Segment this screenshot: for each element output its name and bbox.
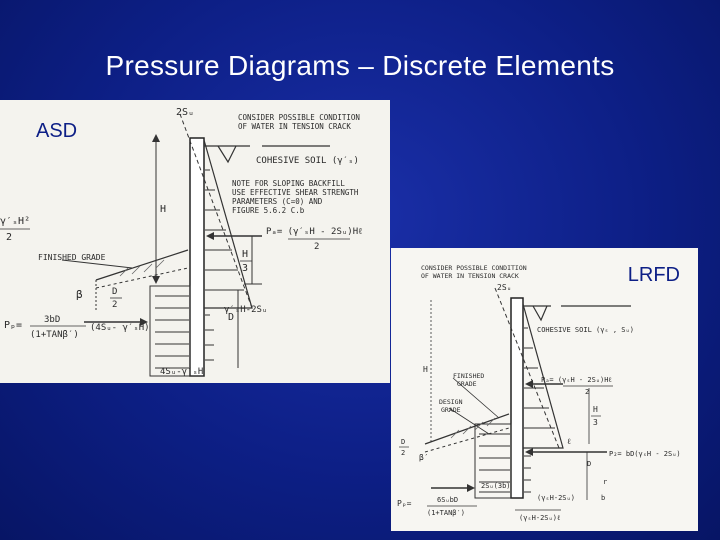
lrfd-2su-label: 2Sᵤ	[497, 283, 512, 292]
asd-pa-equation: Pₐ= (γ′ₛH - 2Sᵤ)Hℓ	[266, 227, 363, 237]
asd-pp-label: Pₚ=	[4, 320, 23, 331]
asd-h-label: H	[160, 204, 167, 215]
lrfd-ell-label: ℓ	[567, 437, 571, 446]
asd-base-right-label: γ′ₛH-2Sᵤ	[224, 305, 268, 315]
asd-bottom-label: 4Sᵤ-γ′ₛH	[160, 367, 204, 377]
asd-h3-num: H	[242, 249, 249, 260]
asd-h3-den: 3	[242, 263, 249, 274]
asd-note-line-1: NOTE FOR SLOPING BACKFILL	[232, 179, 345, 188]
asd-pp-den: (1+TANβ′)	[30, 330, 79, 340]
lrfd-pp-num: 6SᵤbD	[437, 496, 459, 504]
asd-active-triangle	[204, 140, 252, 308]
asd-passive-arrows	[155, 296, 189, 368]
lrfd-base-right-label: (γₛH-2Sᵤ)	[537, 494, 575, 502]
lrfd-tag: LRFD	[627, 264, 680, 286]
lrfd-su-box-label: 2Sᵤ(3b)	[481, 482, 511, 490]
asd-design-grade	[96, 268, 188, 288]
lrfd-wall	[511, 298, 523, 498]
lrfd-d2-den: 2	[401, 449, 406, 457]
asd-left-pressure-den: 2	[6, 232, 13, 243]
lrfd-finished-line-1: FINISHED	[453, 372, 485, 380]
asd-note-line-3: PARAMETERS (C=0) AND	[232, 197, 323, 206]
asd-soil-hatch	[120, 260, 164, 276]
lrfd-beta-label: β′	[419, 453, 429, 462]
lrfd-pp-den: (1+TANβ′)	[427, 509, 465, 517]
lrfd-tension-crack	[533, 306, 547, 320]
lrfd-b-label: b	[601, 494, 606, 502]
lrfd-consider-line-2: OF WATER IN TENSION CRACK	[421, 272, 519, 280]
lrfd-design-line-2: GRADE	[441, 406, 461, 414]
asd-consider-line-2: OF WATER IN TENSION CRACK	[238, 122, 351, 131]
asd-tension-crack	[218, 146, 236, 162]
lrfd-diagram	[391, 248, 698, 531]
lrfd-design-line-1: DESIGN	[439, 398, 463, 406]
asd-cohesive-soil-label: COHESIVE SOIL (γ′ₛ)	[256, 156, 359, 166]
lrfd-r-label: r	[603, 478, 608, 486]
lrfd-pa-equation-den: 2	[585, 388, 590, 396]
lrfd-p2-equation: P₂= bD(γₛH - 2Sᵤ)	[609, 450, 681, 458]
lrfd-finished-line-2: GRADE	[457, 380, 477, 388]
asd-d2-num: D	[112, 287, 118, 297]
lrfd-bottom-label: (γₛH-2Sᵤ)ℓ	[519, 514, 561, 522]
asd-left-pressure-num: γ′ₛH²	[0, 216, 31, 227]
asd-base-arrows	[205, 315, 214, 360]
asd-2su-label: 2Sᵤ	[176, 107, 195, 118]
lrfd-cohesive-soil-label: COHESIVE SOIL (γₛ , Sᵤ)	[537, 326, 634, 334]
asd-pa-equation-den: 2	[314, 242, 320, 252]
asd-beta-label: β	[76, 288, 83, 301]
asd-pp-num: 3bD	[44, 315, 61, 325]
lrfd-d2-num: D	[401, 438, 406, 446]
lrfd-h3-den: 3	[593, 418, 598, 427]
lrfd-pp-label: Pₚ=	[397, 499, 412, 508]
lrfd-pa-equation: Pₐ= (γₛH - 2Sᵤ)Hℓ	[541, 376, 612, 384]
lrfd-base-arrows	[524, 456, 531, 492]
lrfd-diagram-panel	[391, 248, 698, 531]
asd-diagram-panel	[0, 100, 390, 383]
asd-d2-den: 2	[112, 300, 118, 310]
lrfd-h3-num: H	[593, 405, 598, 414]
lrfd-d-label: D	[587, 460, 592, 468]
asd-note-line-2: USE EFFECTIVE SHEAR STRENGTH	[232, 188, 359, 197]
asd-tag: ASD	[36, 120, 78, 142]
asd-passive-block	[150, 286, 190, 376]
asd-note-line-4: FIGURE 5.6.2 C.b	[232, 206, 305, 215]
asd-finished-grade-label: FINISHED GRADE	[38, 253, 106, 262]
slide-title: Pressure Diagrams – Discrete Elements	[105, 50, 615, 81]
lrfd-consider-line-1: CONSIDER POSSIBLE CONDITION	[421, 264, 527, 272]
asd-mid-term: (4Sᵤ- γ′ₛH)	[90, 323, 150, 333]
lrfd-h-label: H	[423, 365, 428, 374]
asd-consider-line-1: CONSIDER POSSIBLE CONDITION	[238, 113, 360, 122]
asd-d-label: D	[228, 312, 235, 323]
